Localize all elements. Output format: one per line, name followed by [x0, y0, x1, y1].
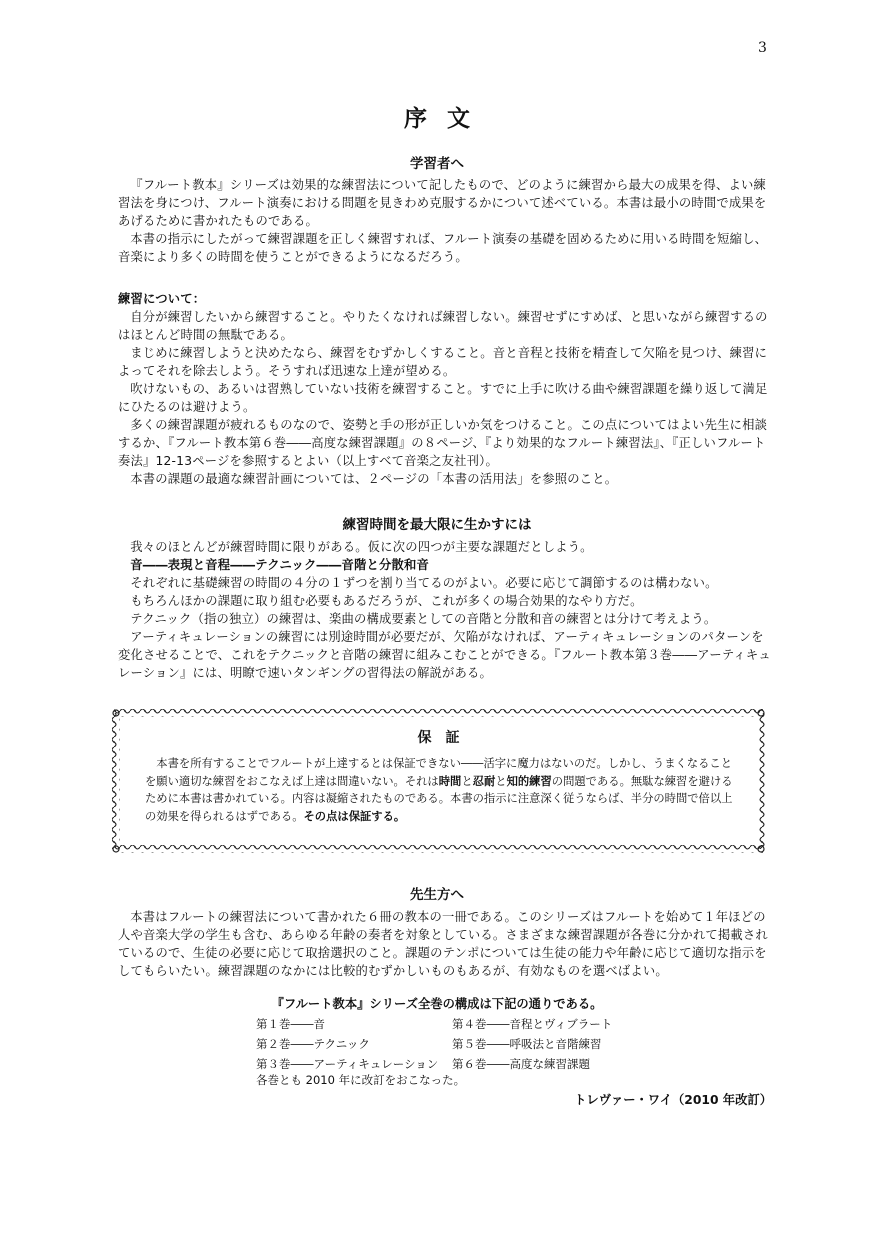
- maximize-topics: 音――表現と音程――テクニック――音階と分散和音: [130, 558, 429, 572]
- practice-paragraph: 本書の課題の最適な練習計画については、２ページの「本書の活用法」を参照のこと。: [130, 472, 618, 486]
- guarantee-text-part: と: [495, 774, 507, 788]
- author-signature: トレヴァー・ワイ（2010 年改訂）: [574, 1093, 772, 1107]
- volume-item: 第３巻――アーティキュレーション: [256, 1057, 439, 1071]
- learner-section: [118, 176, 774, 266]
- learner-paragraph: 本書の指示にしたがって練習課題を正しく練習すれば、フルート演奏の基礎を固めるために用いる時間を短縮し、音楽により多くの時間を使うことができるようになるだろう。: [118, 232, 768, 264]
- volume-item: 第５巻――呼吸法と音階練習: [452, 1037, 602, 1051]
- practice-heading: 練習について：: [118, 292, 206, 306]
- maximize-paragraph: アーティキュレーションの練習には別途時間が必要だが、欠陥がなければ、アーティキュレーションのパターンを変化させることで、これをテクニックと音階の練習に組みこむことができる。『フルート教本第３巻――アーティキュレーション』には、明瞭で速いタンギングの習得法の解説がある。: [118, 630, 771, 680]
- page-number: 3: [758, 40, 767, 56]
- maximize-paragraph: もちろんほかの課題に取り組む必要もあるだろうが、これが多くの場合効果的なやり方だ。: [130, 594, 643, 608]
- teachers-section: [118, 908, 774, 980]
- teachers-paragraph: 本書はフルートの練習法について書かれた６冊の教本の一冊である。このシリーズはフルートを始めて１年ほどの人や音楽大学の学生も含む、あらゆる年齢の奏者を対象としている。さまざまな練習課題が各巻に分かれて掲載されているので、生徒の必要に応じて取捨選択のこと。課題のテンポについては生徒の能力や年齢に応じて適切な指示をしてもらいたい。練習課題のなかには比較的むずかしいものもあるが、有効なものを選べばよい。: [118, 910, 768, 978]
- maximize-heading: 練習時間を最大限に生かすには: [342, 517, 532, 533]
- practice-paragraph: 自分が練習したいから練習すること。やりたくなければ練習しない。練習せずにすめば、と思いながら練習するのはほとんど時間の無駄である。: [118, 310, 768, 342]
- series-column-left: [256, 1014, 456, 1074]
- practice-paragraph: 多くの練習課題が疲れるものなので、姿勢と手の形が正しいか気をつけること。この点についてはよい先生に相談するか、『フルート教本第６巻――高度な練習課題』の８ページ、『より効果的なフルート練習法』、『正しいフルート奏法』12-13ページを参照するとよい（以上すべて音楽之友社刊）。: [118, 418, 768, 468]
- guarantee-box: [110, 707, 767, 855]
- practice-section: [118, 290, 774, 488]
- guarantee-text-part: 本書を所有することでフルートが上達するとは保証できない――活字に魔力はないのだ。しかし、うまくなることを願い適切な練習をおこなえば上達は間違いない。それは: [145, 757, 732, 788]
- series-heading: 『フルート教本』シリーズ全巻の構成は下記の通りである。: [271, 997, 603, 1011]
- guarantee-text: [145, 755, 735, 825]
- maximize-paragraph: それぞれに基礎練習の時間の４分の１ずつを割り当てるのがよい。必要に応じて調節するのは構わない。: [130, 576, 718, 590]
- learner-paragraph: 『フルート教本』シリーズは効果的な練習法について記したもので、どのように練習から最大の成果を得、よい練習法を身につけ、フルート演奏における問題を見きわめ克服するかについて述べている。本書は最小の時間で成果をあげるために書かれたものである。: [118, 178, 767, 228]
- page-title: 序文: [404, 106, 490, 132]
- revision-note: 各巻とも 2010 年に改訂をおこなった。: [256, 1073, 466, 1087]
- teachers-heading: 先生方へ: [410, 887, 464, 903]
- guarantee-text-part: の問題である。無駄な練習を避けるために本書は書かれている。内容は凝縮されたものである。本書の指示に注意深く従うならば、半分の時間で倍以上の効果を得られるはずである。: [145, 774, 733, 823]
- volume-item: 第１巻――音: [256, 1017, 325, 1031]
- guarantee-heading: 保証: [417, 730, 474, 746]
- guarantee-text-part: と: [461, 774, 473, 788]
- learner-heading: 学習者へ: [410, 156, 464, 172]
- volume-item: 第２巻――テクニック: [256, 1037, 370, 1051]
- guarantee-bold-time: 時間: [438, 774, 462, 788]
- guarantee-bold-closing: その点は保証する。: [303, 809, 406, 823]
- guarantee-bold-patience: 忍耐: [472, 774, 496, 788]
- maximize-paragraph: テクニック（指の独立）の練習は、楽曲の構成要素としての音階と分散和音の練習とは分けて考えよう。: [130, 612, 717, 626]
- maximize-section: [118, 538, 774, 682]
- practice-paragraph: 吹けないもの、あるいは習熟していない技術を練習すること。すでに上手に吹ける曲や練習課題を繰り返して満足にひたるのは避けよう。: [118, 382, 768, 414]
- maximize-intro: 我々のほとんどが練習時間に限りがある。仮に次の四つが主要な課題だとしよう。: [130, 540, 593, 554]
- guarantee-bold-intelligent-practice: 知的練習: [506, 774, 552, 788]
- practice-paragraph: まじめに練習しようと決めたなら、練習をむずかしくすること。音と音程と技術を精査して欠陥を見つけ、練習によってそれを除去しよう。そうすれば迅速な上達が望める。: [118, 346, 768, 378]
- series-column-right: [452, 1014, 652, 1074]
- volume-item: 第６巻――高度な練習課題: [452, 1057, 590, 1071]
- volume-item: 第４巻――音程とヴィブラート: [452, 1017, 613, 1031]
